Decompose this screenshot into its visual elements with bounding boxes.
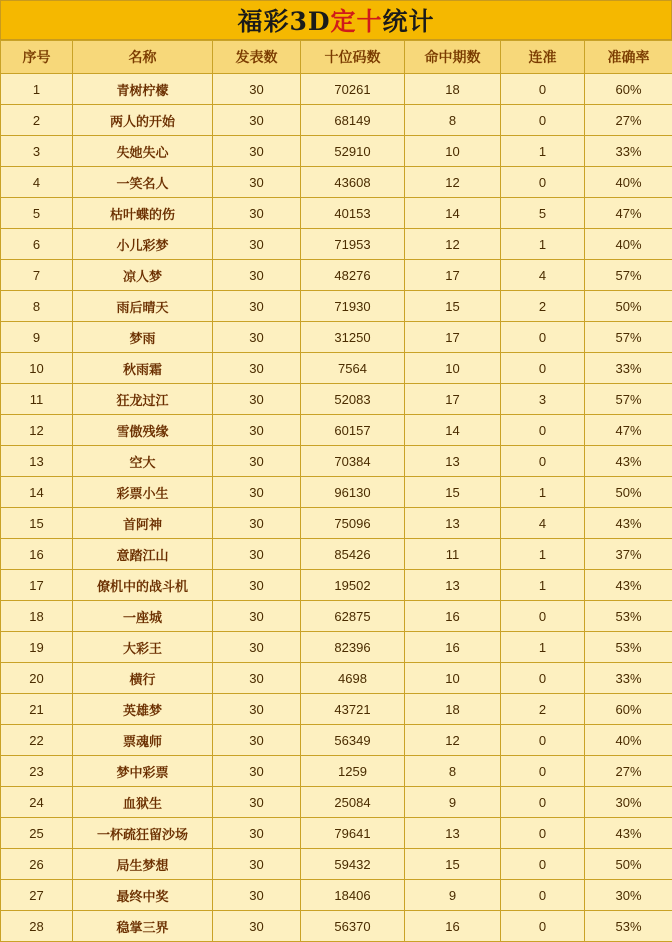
cell-accuracy: 33% <box>585 136 672 167</box>
cell-hit-periods: 10 <box>405 353 501 384</box>
table-row <box>1 694 672 725</box>
cell-streak: 0 <box>501 911 585 942</box>
cell-hit-periods: 12 <box>405 725 501 756</box>
cell-post-count: 30 <box>213 756 301 787</box>
cell-name: 稳掌三界 <box>73 911 213 942</box>
cell-hit-periods: 13 <box>405 570 501 601</box>
cell-streak: 0 <box>501 663 585 694</box>
cell-post-count: 30 <box>213 353 301 384</box>
table-row <box>1 601 672 632</box>
cell-accuracy: 27% <box>585 105 672 136</box>
cell-tens-code: 85426 <box>301 539 405 570</box>
cell-index: 10 <box>1 353 73 384</box>
cell-name: 一笑名人 <box>73 167 213 198</box>
cell-hit-periods: 11 <box>405 539 501 570</box>
table-row <box>1 663 672 694</box>
column-header-hit-periods: 命中期数 <box>405 41 501 74</box>
column-header-post-count: 发表数 <box>213 41 301 74</box>
cell-streak: 2 <box>501 291 585 322</box>
cell-hit-periods: 8 <box>405 756 501 787</box>
cell-tens-code: 48276 <box>301 260 405 291</box>
cell-accuracy: 43% <box>585 508 672 539</box>
cell-tens-code: 82396 <box>301 632 405 663</box>
cell-post-count: 30 <box>213 477 301 508</box>
cell-index: 27 <box>1 880 73 911</box>
cell-tens-code: 52910 <box>301 136 405 167</box>
table-row <box>1 849 672 880</box>
cell-streak: 0 <box>501 167 585 198</box>
cell-tens-code: 7564 <box>301 353 405 384</box>
cell-name: 秋雨霜 <box>73 353 213 384</box>
cell-index: 5 <box>1 198 73 229</box>
cell-post-count: 30 <box>213 446 301 477</box>
cell-hit-periods: 14 <box>405 198 501 229</box>
cell-hit-periods: 12 <box>405 167 501 198</box>
cell-post-count: 30 <box>213 198 301 229</box>
table-row <box>1 415 672 446</box>
cell-post-count: 30 <box>213 849 301 880</box>
cell-post-count: 30 <box>213 167 301 198</box>
cell-accuracy: 50% <box>585 291 672 322</box>
stats-table <box>0 40 672 942</box>
table-header-row <box>1 41 672 74</box>
table-row <box>1 291 672 322</box>
page-title-part2: 定十 <box>331 7 383 36</box>
cell-index: 12 <box>1 415 73 446</box>
cell-hit-periods: 10 <box>405 136 501 167</box>
cell-post-count: 30 <box>213 694 301 725</box>
cell-hit-periods: 17 <box>405 384 501 415</box>
cell-accuracy: 57% <box>585 260 672 291</box>
cell-index: 14 <box>1 477 73 508</box>
cell-name: 小儿彩梦 <box>73 229 213 260</box>
column-header-index: 序号 <box>1 41 73 74</box>
cell-index: 6 <box>1 229 73 260</box>
page-title-bar <box>0 0 672 40</box>
cell-streak: 0 <box>501 880 585 911</box>
cell-tens-code: 43721 <box>301 694 405 725</box>
table-row <box>1 508 672 539</box>
table-row <box>1 136 672 167</box>
cell-streak: 0 <box>501 353 585 384</box>
cell-hit-periods: 13 <box>405 508 501 539</box>
cell-accuracy: 47% <box>585 415 672 446</box>
cell-hit-periods: 16 <box>405 911 501 942</box>
cell-name: 意踏江山 <box>73 539 213 570</box>
cell-post-count: 30 <box>213 136 301 167</box>
cell-streak: 0 <box>501 322 585 353</box>
cell-hit-periods: 18 <box>405 74 501 105</box>
cell-tens-code: 25084 <box>301 787 405 818</box>
cell-hit-periods: 17 <box>405 260 501 291</box>
cell-name: 失她失心 <box>73 136 213 167</box>
page-title-part3: 统计 <box>383 7 435 36</box>
cell-index: 21 <box>1 694 73 725</box>
cell-tens-code: 40153 <box>301 198 405 229</box>
cell-hit-periods: 13 <box>405 818 501 849</box>
table-row <box>1 539 672 570</box>
page-title <box>237 2 434 38</box>
cell-name: 梦中彩票 <box>73 756 213 787</box>
table-row <box>1 911 672 942</box>
cell-index: 18 <box>1 601 73 632</box>
cell-tens-code: 68149 <box>301 105 405 136</box>
cell-hit-periods: 15 <box>405 291 501 322</box>
cell-streak: 0 <box>501 818 585 849</box>
cell-tens-code: 70261 <box>301 74 405 105</box>
cell-index: 11 <box>1 384 73 415</box>
cell-tens-code: 19502 <box>301 570 405 601</box>
cell-tens-code: 43608 <box>301 167 405 198</box>
cell-post-count: 30 <box>213 818 301 849</box>
cell-streak: 4 <box>501 260 585 291</box>
cell-name: 最终中奖 <box>73 880 213 911</box>
cell-accuracy: 43% <box>585 446 672 477</box>
cell-index: 26 <box>1 849 73 880</box>
cell-tens-code: 96130 <box>301 477 405 508</box>
cell-index: 4 <box>1 167 73 198</box>
table-row <box>1 384 672 415</box>
table-row <box>1 756 672 787</box>
cell-hit-periods: 9 <box>405 880 501 911</box>
cell-post-count: 30 <box>213 663 301 694</box>
cell-streak: 1 <box>501 229 585 260</box>
cell-name: 枯叶蝶的伤 <box>73 198 213 229</box>
cell-accuracy: 47% <box>585 198 672 229</box>
cell-streak: 5 <box>501 198 585 229</box>
cell-post-count: 30 <box>213 322 301 353</box>
cell-post-count: 30 <box>213 725 301 756</box>
cell-streak: 1 <box>501 477 585 508</box>
cell-accuracy: 30% <box>585 787 672 818</box>
table-row <box>1 477 672 508</box>
cell-streak: 1 <box>501 539 585 570</box>
cell-accuracy: 57% <box>585 384 672 415</box>
cell-streak: 0 <box>501 446 585 477</box>
cell-streak: 0 <box>501 74 585 105</box>
cell-post-count: 30 <box>213 105 301 136</box>
cell-streak: 0 <box>501 725 585 756</box>
cell-post-count: 30 <box>213 601 301 632</box>
cell-hit-periods: 15 <box>405 849 501 880</box>
cell-name: 大彩王 <box>73 632 213 663</box>
cell-tens-code: 56349 <box>301 725 405 756</box>
cell-accuracy: 60% <box>585 74 672 105</box>
cell-accuracy: 30% <box>585 880 672 911</box>
cell-accuracy: 33% <box>585 353 672 384</box>
cell-name: 血狱生 <box>73 787 213 818</box>
cell-name: 狂龙过江 <box>73 384 213 415</box>
cell-tens-code: 71953 <box>301 229 405 260</box>
cell-name: 彩票小生 <box>73 477 213 508</box>
cell-index: 19 <box>1 632 73 663</box>
cell-index: 22 <box>1 725 73 756</box>
cell-streak: 0 <box>501 787 585 818</box>
cell-name: 票魂师 <box>73 725 213 756</box>
table-row <box>1 74 672 105</box>
cell-post-count: 30 <box>213 260 301 291</box>
cell-tens-code: 18406 <box>301 880 405 911</box>
cell-name: 英雄梦 <box>73 694 213 725</box>
cell-streak: 2 <box>501 694 585 725</box>
cell-name: 空大 <box>73 446 213 477</box>
cell-streak: 3 <box>501 384 585 415</box>
cell-hit-periods: 15 <box>405 477 501 508</box>
cell-index: 2 <box>1 105 73 136</box>
cell-tens-code: 31250 <box>301 322 405 353</box>
cell-name: 首阿神 <box>73 508 213 539</box>
cell-streak: 0 <box>501 849 585 880</box>
cell-index: 15 <box>1 508 73 539</box>
cell-streak: 0 <box>501 105 585 136</box>
cell-accuracy: 50% <box>585 477 672 508</box>
cell-name: 横行 <box>73 663 213 694</box>
table-body <box>1 74 672 942</box>
cell-tens-code: 70384 <box>301 446 405 477</box>
cell-post-count: 30 <box>213 415 301 446</box>
cell-tens-code: 52083 <box>301 384 405 415</box>
cell-post-count: 30 <box>213 291 301 322</box>
cell-streak: 1 <box>501 136 585 167</box>
column-header-streak: 连准 <box>501 41 585 74</box>
cell-streak: 1 <box>501 570 585 601</box>
column-header-tens-code: 十位码数 <box>301 41 405 74</box>
cell-index: 28 <box>1 911 73 942</box>
cell-accuracy: 53% <box>585 632 672 663</box>
cell-hit-periods: 17 <box>405 322 501 353</box>
cell-tens-code: 60157 <box>301 415 405 446</box>
cell-accuracy: 53% <box>585 601 672 632</box>
cell-tens-code: 4698 <box>301 663 405 694</box>
cell-post-count: 30 <box>213 880 301 911</box>
cell-streak: 1 <box>501 632 585 663</box>
table-row <box>1 198 672 229</box>
cell-hit-periods: 12 <box>405 229 501 260</box>
cell-index: 25 <box>1 818 73 849</box>
table-row <box>1 446 672 477</box>
cell-index: 3 <box>1 136 73 167</box>
cell-accuracy: 60% <box>585 694 672 725</box>
cell-hit-periods: 8 <box>405 105 501 136</box>
cell-index: 13 <box>1 446 73 477</box>
cell-index: 24 <box>1 787 73 818</box>
cell-accuracy: 40% <box>585 725 672 756</box>
table-row <box>1 880 672 911</box>
table-row <box>1 322 672 353</box>
cell-streak: 0 <box>501 415 585 446</box>
table-row <box>1 260 672 291</box>
cell-tens-code: 59432 <box>301 849 405 880</box>
cell-tens-code: 56370 <box>301 911 405 942</box>
cell-tens-code: 79641 <box>301 818 405 849</box>
cell-index: 17 <box>1 570 73 601</box>
cell-hit-periods: 10 <box>405 663 501 694</box>
cell-post-count: 30 <box>213 74 301 105</box>
table-header <box>1 41 672 74</box>
table-row <box>1 105 672 136</box>
cell-name: 梦雨 <box>73 322 213 353</box>
cell-post-count: 30 <box>213 508 301 539</box>
cell-hit-periods: 9 <box>405 787 501 818</box>
cell-hit-periods: 16 <box>405 632 501 663</box>
cell-hit-periods: 14 <box>405 415 501 446</box>
table-row <box>1 725 672 756</box>
cell-post-count: 30 <box>213 632 301 663</box>
cell-index: 8 <box>1 291 73 322</box>
table-row <box>1 787 672 818</box>
table-row <box>1 229 672 260</box>
cell-accuracy: 37% <box>585 539 672 570</box>
cell-accuracy: 27% <box>585 756 672 787</box>
cell-tens-code: 62875 <box>301 601 405 632</box>
cell-accuracy: 57% <box>585 322 672 353</box>
cell-accuracy: 43% <box>585 570 672 601</box>
table-row <box>1 353 672 384</box>
cell-tens-code: 1259 <box>301 756 405 787</box>
cell-name: 僚机中的战斗机 <box>73 570 213 601</box>
cell-post-count: 30 <box>213 787 301 818</box>
column-header-name: 名称 <box>73 41 213 74</box>
cell-index: 16 <box>1 539 73 570</box>
cell-post-count: 30 <box>213 570 301 601</box>
cell-post-count: 30 <box>213 539 301 570</box>
cell-index: 9 <box>1 322 73 353</box>
cell-name: 凉人梦 <box>73 260 213 291</box>
cell-index: 7 <box>1 260 73 291</box>
cell-hit-periods: 16 <box>405 601 501 632</box>
cell-accuracy: 43% <box>585 818 672 849</box>
cell-streak: 0 <box>501 756 585 787</box>
cell-accuracy: 33% <box>585 663 672 694</box>
cell-accuracy: 40% <box>585 229 672 260</box>
table-row <box>1 818 672 849</box>
cell-name: 一座城 <box>73 601 213 632</box>
cell-accuracy: 53% <box>585 911 672 942</box>
cell-streak: 0 <box>501 601 585 632</box>
cell-hit-periods: 13 <box>405 446 501 477</box>
cell-accuracy: 50% <box>585 849 672 880</box>
cell-index: 1 <box>1 74 73 105</box>
page-title-part1: 福彩3D <box>237 7 330 36</box>
cell-hit-periods: 18 <box>405 694 501 725</box>
cell-post-count: 30 <box>213 229 301 260</box>
cell-name: 雪傲残缘 <box>73 415 213 446</box>
cell-index: 20 <box>1 663 73 694</box>
table-row <box>1 632 672 663</box>
cell-name: 局生梦想 <box>73 849 213 880</box>
table-row <box>1 167 672 198</box>
cell-tens-code: 71930 <box>301 291 405 322</box>
cell-post-count: 30 <box>213 911 301 942</box>
cell-index: 23 <box>1 756 73 787</box>
cell-accuracy: 40% <box>585 167 672 198</box>
column-header-accuracy: 准确率 <box>585 41 672 74</box>
cell-name: 青树柠檬 <box>73 74 213 105</box>
cell-tens-code: 75096 <box>301 508 405 539</box>
cell-streak: 4 <box>501 508 585 539</box>
cell-post-count: 30 <box>213 384 301 415</box>
cell-name: 一杯疏狂留沙场 <box>73 818 213 849</box>
table-row <box>1 570 672 601</box>
cell-name: 雨后晴天 <box>73 291 213 322</box>
cell-name: 两人的开始 <box>73 105 213 136</box>
